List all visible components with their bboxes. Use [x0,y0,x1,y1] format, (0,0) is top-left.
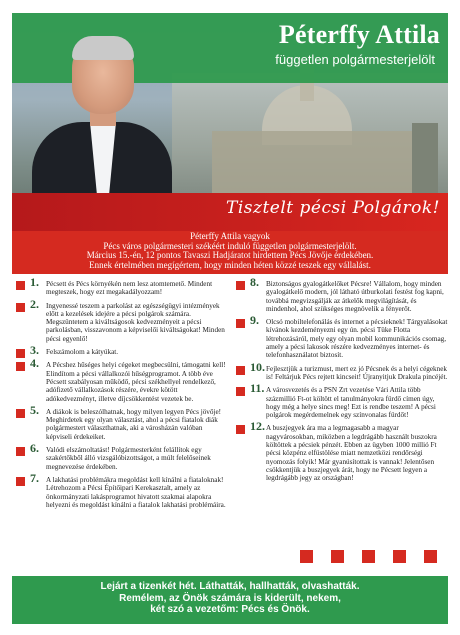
pledge-number: 9. [250,313,259,328]
pledge-item [16,343,228,358]
pledge-text: Pécsett és Pécs környékén nem lesz atomtemető. Mindent megteszek, hogy ezt megakadályozzam! [46,280,213,297]
red-square-bullet [16,477,25,486]
pledge-number: 10. [250,359,265,374]
red-square-decoration [362,550,375,563]
pledges-left-column [16,275,228,514]
pledge-number: 11. [250,381,265,396]
pledge-number: 12. [250,419,265,434]
red-square-decoration [331,550,344,563]
red-square-bullet [16,349,25,358]
candidate-subtitle: független polgármesterjelölt [275,52,435,67]
pledge-item [236,419,448,483]
closing-line: Remélem, az Önök számára is kiderült, nekem, [119,592,341,604]
pledges-right-column [236,275,448,488]
pledge-item [16,470,228,509]
pledge-text: A lakhatási problémákra megoldást kell kínálni a fiataloknak! Létrehozom a Pécsi Építőipari Kerekasztalt, amely az önkormányzati lakásprogramot hivatott szakmai alapokra helyezni és megoldást kínálni a fiatalok lakhatási problémáira. [46,475,226,509]
red-square-decoration [300,550,313,563]
intro-line: Március 15.-én, 12 pontos Tavaszi Hadjáratot hirdettem Pécs Jövője érdekében. [86,250,374,261]
pledge-item [16,441,228,471]
red-square-decoration [424,550,437,563]
greeting-slogan: Tisztelt pécsi Polgárok! [226,198,440,218]
closing-line: Lejárt a tizenkét hét. Láthatták, hallhatták, olvashatták. [100,581,360,592]
red-square-bullet [236,425,245,434]
pledge-number: 1. [30,275,39,289]
pledge-text: A Pécshez hűséges helyi cégeket megbecsülni, támogatni kell! Elindítom a pécsi vállalkozói hűségprogramot. A több éve Pécsett szabályosan működő, pécsi székhellyel rendelkező, adófizető vállalkozások részére, évekre kötött adókedvezményt, illetve díjcsökkentést vezetek be. [46,361,226,403]
red-square-bullet [236,281,245,290]
intro-box [12,231,448,274]
pledge-number: 3. [30,343,39,358]
pledge-item [16,402,228,441]
red-square-bullet [236,387,245,396]
pledge-number: 8. [250,275,259,289]
intro-line: Ennek értelmében megígértem, hogy minden héten közzé teszek egy vállalást. [89,259,371,270]
pledge-text: Ingyenessé teszem a parkolást az egészségügyi intézmények előtt a kezelések idejére a pécsi polgárok számára. Megszüntetem a kiváltságosok kedvezményeit a pécsi parkolásban, visszavonom a képviselői kiváltságokat! Minden pécsi egyenlő! [46,301,225,343]
pledge-text: A városvezetés és a PSN Zrt vezetése Vári Attila több százmillió Ft-ot költött el tanulmányokra fürdő címen úgy, hogy még a helye sincs meg! Ezt is rendbe teszem! A pécsi polgárok megérdemelnek egy színvonalas fürdőt! [266,386,436,420]
closing-line: két szó a vezetőm: Pécs és Önök. [150,604,310,616]
pledge-text: Felszámolom a kátyúkat. [46,348,119,357]
pledge-text: Olcsó mobiltelefonálás és internet a pécsieknek! Tárgyalásokat kívánok kezdeményezni egy ún. pécsi Tüke Flotta létrehozásáról, mely egy olyan mobil kommunikációs csomag, amely a pécsi lakosok részére kedvezményes internet- és telefonhasználatot biztosít. [266,318,448,360]
intro-line: Pécs város polgármesteri székéért induló független polgármesterjelölt. [103,240,357,251]
red-square-decoration [393,550,406,563]
pledge-item [236,275,448,313]
pledge-item [236,359,448,382]
pledge-number: 6. [30,441,39,456]
candidate-name: Péterffy Attila [278,20,440,49]
red-square-bullet [236,366,245,375]
red-square-bullet [16,362,25,371]
pledge-item [236,381,448,420]
pledge-number: 5. [30,402,39,417]
decorative-squares [300,550,440,564]
pledge-number: 2. [30,296,39,311]
pledge-item [16,356,228,403]
pledge-item [16,296,228,343]
red-square-bullet [16,447,25,456]
pledge-text: A buszjegyek ára ma a legmagasabb a magyar nagyvárosokban, miközben a legdrágább használt buszokra költöttek a pécsiek pénzét. Ebben az ügyben 1000 millió Ft pécsi közpénz elfüstölése miatt nemzetközi rendőrségi nyomozás folyik! Már gyanúsítottak is vannak! Jelentősen csökkentjük a buszjegyek árát, hogy ne Pécsett legyen a legdrágább jegy az országban! [266,424,437,483]
red-square-bullet [16,303,25,312]
pledge-text: Fejlesztjük a turizmust, mert ez jó Pécsnek és a helyi cégeknek is! Feltárjuk Pécs rejtett kincseit! Újranyitjuk Drakula pincéjét. [266,364,448,381]
pledge-number: 7. [30,470,39,485]
pledge-text: A diákok is beleszólhatnak, hogy milyen legyen Pécs jövője! Meghirdetek egy olyan választást, ahol a pécsi fiatalok diák polgármestert választhatnak, aki a városházán valóban képviseli érdekeiket. [46,407,222,441]
pledge-text: Valódi elszámoltatást! Polgármesterként felállítok egy szakértőkből álló vizsgálóbizottságot, a múlt felelőseinek megnevezése érdekében. [46,446,211,471]
pledge-item [236,313,448,360]
red-square-bullet [16,281,25,290]
pledge-item [16,275,228,297]
pledge-number: 4. [30,356,39,371]
intro-line: Péterffy Attila vagyok [190,231,270,241]
pledge-text: Biztonságos gyalogátkelőket Pécsre! Vállalom, hogy minden gyalogátkelő modern, jól látható útburkolati festést fog kapni, továbbá megvizsgálják az átkelők megvilágítását, és mindenhol, ahol szükséges megnövelik a fényerőt. [266,280,444,313]
red-square-bullet [16,409,25,418]
red-square-bullet [236,319,245,328]
closing-banner [12,576,448,624]
